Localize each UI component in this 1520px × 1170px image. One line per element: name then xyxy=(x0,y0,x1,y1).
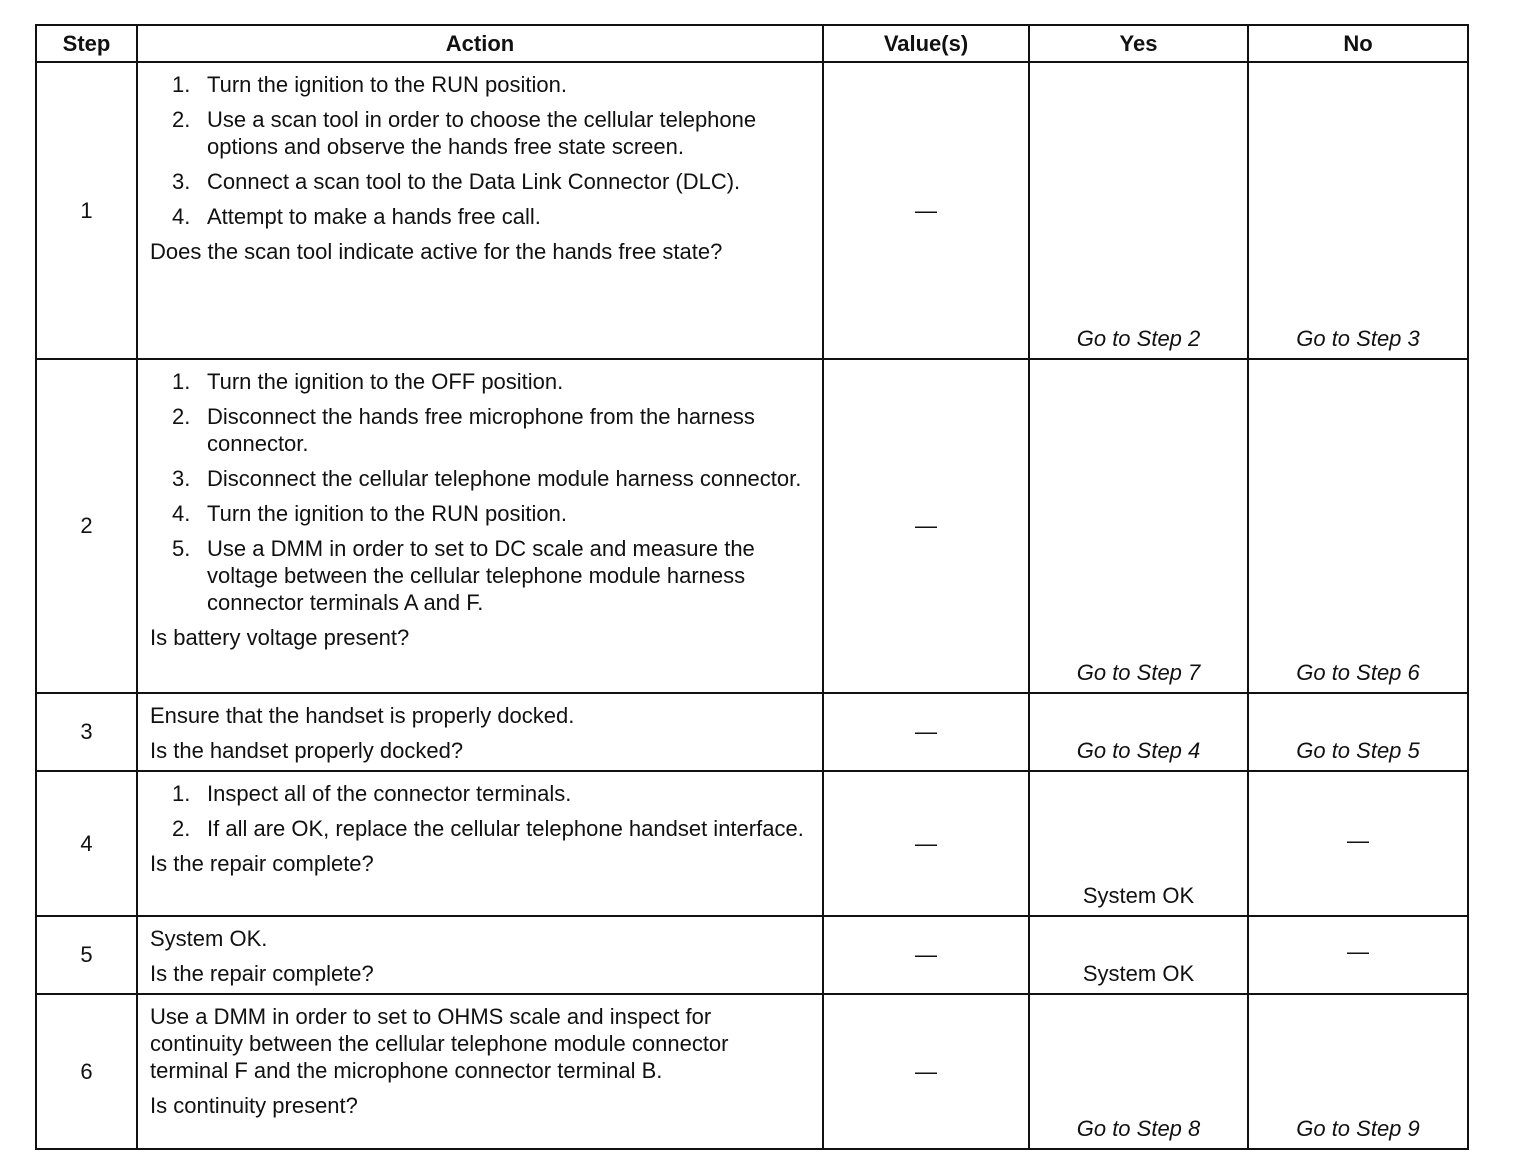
action-cell xyxy=(137,771,823,916)
action-question: Is the repair complete? xyxy=(150,961,374,986)
list-item-number: 2. xyxy=(172,404,191,429)
list-item-text: Disconnect the cellular telephone module harness connector. xyxy=(207,466,802,491)
yes-cell: Go to Step 4 xyxy=(1029,693,1248,771)
action-list xyxy=(150,368,810,616)
action-list-item xyxy=(150,71,810,98)
table-row xyxy=(36,62,1468,359)
action-text: Ensure that the handset is properly docked. xyxy=(150,703,575,728)
step-number: 5 xyxy=(36,916,137,994)
yes-cell: System OK xyxy=(1029,771,1248,916)
value-cell: — xyxy=(823,359,1029,693)
no-cell: Go to Step 6 xyxy=(1248,359,1468,693)
list-item-text: Attempt to make a hands free call. xyxy=(207,204,541,229)
list-item-text: Turn the ignition to the OFF position. xyxy=(207,369,564,394)
action-cell xyxy=(137,62,823,359)
action-list-item xyxy=(150,500,810,527)
action-list-item xyxy=(150,203,810,230)
action-list xyxy=(150,780,810,842)
table-row xyxy=(36,771,1468,916)
list-item-number: 1. xyxy=(172,369,191,394)
action-text: System OK. xyxy=(150,926,268,951)
action-cell xyxy=(137,693,823,771)
no-cell: Go to Step 9 xyxy=(1248,994,1468,1149)
action-question: Is the repair complete? xyxy=(150,851,374,876)
header-no: No xyxy=(1248,25,1468,62)
value-cell: — xyxy=(823,62,1029,359)
list-item-number: 5. xyxy=(172,536,191,561)
yes-cell: System OK xyxy=(1029,916,1248,994)
action-list-item xyxy=(150,535,810,616)
list-item-number: 2. xyxy=(172,816,191,841)
header-yes: Yes xyxy=(1029,25,1248,62)
list-item-number: 1. xyxy=(172,781,191,806)
action-list-item xyxy=(150,465,810,492)
step-number: 1 xyxy=(36,62,137,359)
yes-cell: Go to Step 8 xyxy=(1029,994,1248,1149)
action-cell xyxy=(137,916,823,994)
no-cell: Go to Step 5 xyxy=(1248,693,1468,771)
action-question: Is continuity present? xyxy=(150,1093,358,1118)
action-question: Is battery voltage present? xyxy=(150,625,410,650)
yes-cell: Go to Step 7 xyxy=(1029,359,1248,693)
header-row xyxy=(36,25,1468,62)
no-cell: — xyxy=(1248,771,1468,916)
action-question: Is the handset properly docked? xyxy=(150,738,464,763)
action-cell xyxy=(137,994,823,1149)
step-number: 6 xyxy=(36,994,137,1149)
yes-cell: Go to Step 2 xyxy=(1029,62,1248,359)
header-values: Value(s) xyxy=(823,25,1029,62)
list-item-text: If all are OK, replace the cellular telephone handset interface. xyxy=(207,816,804,841)
value-cell: — xyxy=(823,916,1029,994)
no-cell: — xyxy=(1248,916,1468,994)
action-list-item xyxy=(150,106,810,160)
table-row xyxy=(36,359,1468,693)
action-list-item xyxy=(150,780,810,807)
diagnostic-table xyxy=(35,24,1469,1150)
list-item-number: 4. xyxy=(172,204,191,229)
list-item-text: Use a scan tool in order to choose the cellular telephone options and observe the hands free state screen. xyxy=(207,107,757,159)
value-cell: — xyxy=(823,994,1029,1149)
step-number: 2 xyxy=(36,359,137,693)
value-cell: — xyxy=(823,771,1029,916)
action-list-item xyxy=(150,815,810,842)
list-item-text: Turn the ignition to the RUN position. xyxy=(207,501,567,526)
table-row xyxy=(36,916,1468,994)
no-cell: Go to Step 3 xyxy=(1248,62,1468,359)
list-item-number: 3. xyxy=(172,466,191,491)
list-item-text: Turn the ignition to the RUN position. xyxy=(207,72,567,97)
list-item-text: Inspect all of the connector terminals. xyxy=(207,781,572,806)
value-cell: — xyxy=(823,693,1029,771)
action-question: Does the scan tool indicate active for the hands free state? xyxy=(150,239,723,264)
action-text: Use a DMM in order to set to OHMS scale and inspect for continuity between the cellular telephone module connector terminal F and the microphone connector terminal B. xyxy=(150,1004,729,1083)
list-item-number: 3. xyxy=(172,169,191,194)
table-row xyxy=(36,693,1468,771)
step-number: 4 xyxy=(36,771,137,916)
action-cell xyxy=(137,359,823,693)
step-number: 3 xyxy=(36,693,137,771)
action-list-item xyxy=(150,168,810,195)
action-list-item xyxy=(150,403,810,457)
list-item-text: Connect a scan tool to the Data Link Connector (DLC). xyxy=(207,169,741,194)
header-action: Action xyxy=(137,25,823,62)
table-row xyxy=(36,994,1468,1149)
list-item-text: Disconnect the hands free microphone from the harness connector. xyxy=(207,404,755,456)
list-item-text: Use a DMM in order to set to DC scale and measure the voltage between the cellular telephone module harness connector terminals A and F. xyxy=(207,536,755,615)
list-item-number: 2. xyxy=(172,107,191,132)
list-item-number: 1. xyxy=(172,72,191,97)
list-item-number: 4. xyxy=(172,501,191,526)
action-list-item xyxy=(150,368,810,395)
action-list xyxy=(150,71,810,230)
header-step: Step xyxy=(36,25,137,62)
